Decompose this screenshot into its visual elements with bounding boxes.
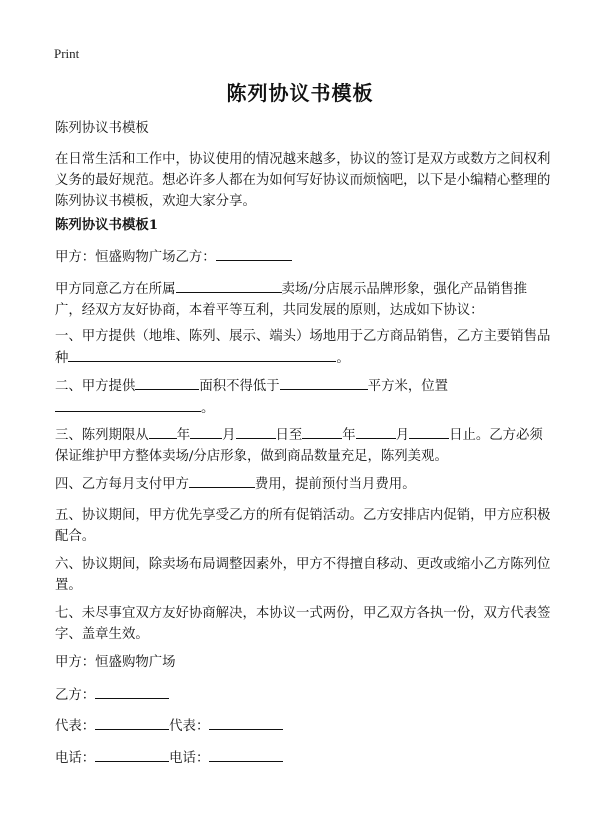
preamble-text-1: 甲方同意乙方在所属 bbox=[55, 282, 176, 297]
clause-2 bbox=[55, 375, 551, 419]
phone-label-b: 电话： bbox=[169, 751, 210, 766]
clause-2-end: 。 bbox=[201, 401, 215, 416]
signature-phones bbox=[55, 747, 551, 769]
document-title: 陈列协议书模板 bbox=[226, 81, 374, 105]
location-blank bbox=[55, 397, 201, 412]
section-heading: 陈列协议书模板1 bbox=[55, 217, 159, 233]
clause-4-text-2: 费用，提前预付当月费用。 bbox=[254, 477, 416, 492]
clause-4-text-1: 四、乙方每月支付甲方 bbox=[55, 477, 189, 492]
end-day-blank bbox=[409, 424, 449, 439]
phone-label-a: 电话： bbox=[55, 751, 96, 766]
clause-7: 七、未尽事宜双方友好协商解决，本协议一式两份，甲乙双方各执一份，双方代表签字、盖章生效。 bbox=[55, 606, 551, 642]
signature-representatives bbox=[55, 715, 551, 737]
day-label-1: 日至 bbox=[275, 428, 303, 443]
area-size-blank bbox=[280, 375, 368, 390]
document-subtitle: 陈列协议书模板 bbox=[55, 121, 149, 136]
area-type-blank bbox=[135, 375, 199, 390]
signature-party-b-blank bbox=[95, 684, 169, 699]
signature-party-a-name: 恒盛购物广场 bbox=[95, 655, 176, 670]
end-month-blank bbox=[356, 424, 396, 439]
party-a-name: 恒盛购物广场 bbox=[95, 250, 176, 265]
clause-2-text-3: 平方米，位置 bbox=[367, 379, 449, 394]
signature-party-b-label: 乙方： bbox=[55, 688, 96, 703]
rep-a-blank bbox=[95, 715, 169, 730]
rep-b-blank bbox=[209, 715, 283, 730]
print-link[interactable]: Print bbox=[54, 46, 80, 61]
clause-5: 五、协议期间，甲方优先享受乙方的所有促销活动。乙方安排店内促销，甲方应积极配合。 bbox=[55, 508, 551, 544]
clause-4 bbox=[55, 473, 551, 495]
start-month-blank bbox=[190, 424, 222, 439]
phone-b-blank bbox=[209, 747, 283, 762]
start-day-blank bbox=[236, 424, 276, 439]
party-b-label: 乙方： bbox=[175, 250, 216, 265]
clause-3-text-1: 三、陈列期限从 bbox=[55, 428, 149, 443]
clause-1-end: 。 bbox=[336, 351, 350, 366]
month-label-1: 月 bbox=[222, 428, 236, 443]
preamble-paragraph bbox=[55, 278, 551, 321]
phone-a-blank bbox=[95, 747, 169, 762]
clause-2-text-1: 二、甲方提供 bbox=[55, 379, 136, 394]
clause-3-text-2: 日止。乙方必须保证维护甲方整体卖场/分店形象，做到商品数量充足，陈列美观。 bbox=[55, 428, 543, 464]
clause-6: 六、协议期间，除卖场布局调整因素外，甲方不得擅自移动、更改或缩小乙方陈列位置。 bbox=[55, 557, 551, 593]
year-label-2: 年 bbox=[342, 428, 356, 443]
month-label-2: 月 bbox=[395, 428, 410, 443]
party-b-blank bbox=[216, 246, 292, 261]
clause-2-text-2: 面积不得低于 bbox=[199, 379, 280, 394]
rep-label-b: 代表： bbox=[169, 719, 210, 734]
preamble-text-2: 卖场/分店展示品牌形象，强化产品销售推广，经双方友好协商，本着平等互利，共同发展的原则，达成如下协议： bbox=[55, 282, 528, 318]
signature-party-a-label: 甲方： bbox=[55, 655, 96, 670]
start-year-blank bbox=[149, 424, 177, 439]
clause-1-text: 一、甲方提供（地堆、陈列、展示、端头）场地用于乙方商品销售，乙方主要销售品种 bbox=[55, 329, 551, 366]
end-year-blank bbox=[302, 424, 342, 439]
year-label-1: 年 bbox=[176, 428, 191, 443]
store-name-blank bbox=[176, 278, 282, 293]
fee-blank bbox=[189, 473, 255, 488]
signature-party-b bbox=[55, 684, 551, 706]
intro-paragraph: 在日常生活和工作中，协议使用的情况越来越多，协议的签订是双方或数方之间权利义务的最好规范。想必许多人都在为如何写好协议而烦恼吧，以下是小编精心整理的陈列协议书模板，欢迎大家分享。 bbox=[55, 152, 551, 209]
signature-party-a bbox=[55, 652, 551, 673]
clause-1 bbox=[55, 326, 551, 369]
party-a-label: 甲方： bbox=[55, 250, 96, 265]
parties-line bbox=[55, 246, 551, 268]
rep-label-a: 代表： bbox=[55, 719, 96, 734]
product-variety-blank bbox=[68, 347, 336, 362]
clause-3 bbox=[55, 424, 551, 467]
